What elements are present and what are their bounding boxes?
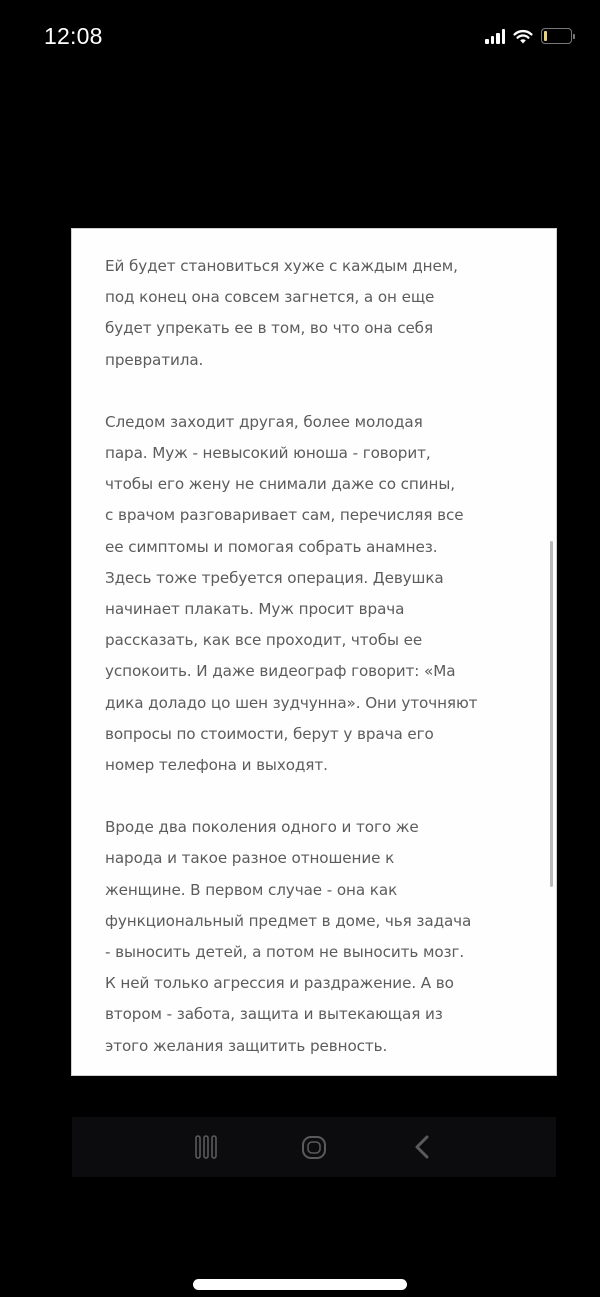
text-line: Вроде два поколения одного и того же [105,818,419,837]
scrollbar[interactable] [550,541,553,887]
status-bar [0,0,600,80]
recent-apps-button[interactable] [191,1132,221,1162]
text-line: Здесь тоже требуется операция. Девушка [105,568,444,587]
text-line: рассказать, как все проходит, чтобы ее [105,631,423,650]
text-line: втором - забота, защита и вытекающая из [105,1005,443,1024]
text-line: Ей будет становиться хуже с каждым днем, [105,257,458,275]
home-button[interactable] [299,1132,329,1162]
text-line: будет упрекать ее в том, во что она себя [105,319,433,338]
text-line: успокоить. И даже видеограф говорит: «Ма [105,662,456,681]
text-line: этого желания защитить ревность. [105,1036,388,1055]
status-time: 12:08 [44,23,103,49]
text-line: вопросы по стоимости, берут у врача его [105,724,434,743]
paragraph-3 [105,812,535,1062]
text-line: К ней только агрессия и раздражение. А во [105,974,454,993]
battery-icon [541,28,572,44]
home-indicator[interactable] [193,1279,407,1290]
battery-level [544,31,547,41]
text-line: ее симптомы и помогая собрать анамнез. [105,537,438,556]
status-icons [485,28,572,44]
text-line: функциональный предмет в доме, чья задача [105,911,472,930]
back-button[interactable] [407,1132,437,1162]
text-line: Следом заходит другая, более молодая [105,412,423,431]
signal-icon [485,28,505,44]
back-icon [412,1134,432,1160]
text-line: - выносить детей, а потом не выносить мозг. [105,943,465,962]
text-line: превратила. [105,350,204,369]
navigation-bar [72,1117,556,1177]
text-line: дика доладо цо шен зудчунна». Они уточняют [105,693,478,712]
home-icon [301,1134,327,1160]
text-line: женщине. В первом случае - она как [105,880,398,899]
document-card[interactable] [71,228,557,1076]
recent-apps-icon [194,1134,218,1160]
text-line: начинает плакать. Муж просит врача [105,600,405,619]
document-text [105,251,535,1076]
text-line: номер телефона и выходят. [105,756,328,775]
text-line: с врачом разговаривает сам, перечисляя все [105,506,464,525]
paragraph-1 [105,251,535,376]
text-line: народа и такое разное отношение к [105,849,395,868]
text-line: чтобы его жену не снимали даже со спины, [105,475,455,494]
text-line: пара. Муж - невысокий юноша - говорит, [105,444,431,463]
text-line: под конец она совсем загнется, а он еще [105,288,435,307]
wifi-icon [513,29,533,44]
paragraph-2 [105,407,535,781]
